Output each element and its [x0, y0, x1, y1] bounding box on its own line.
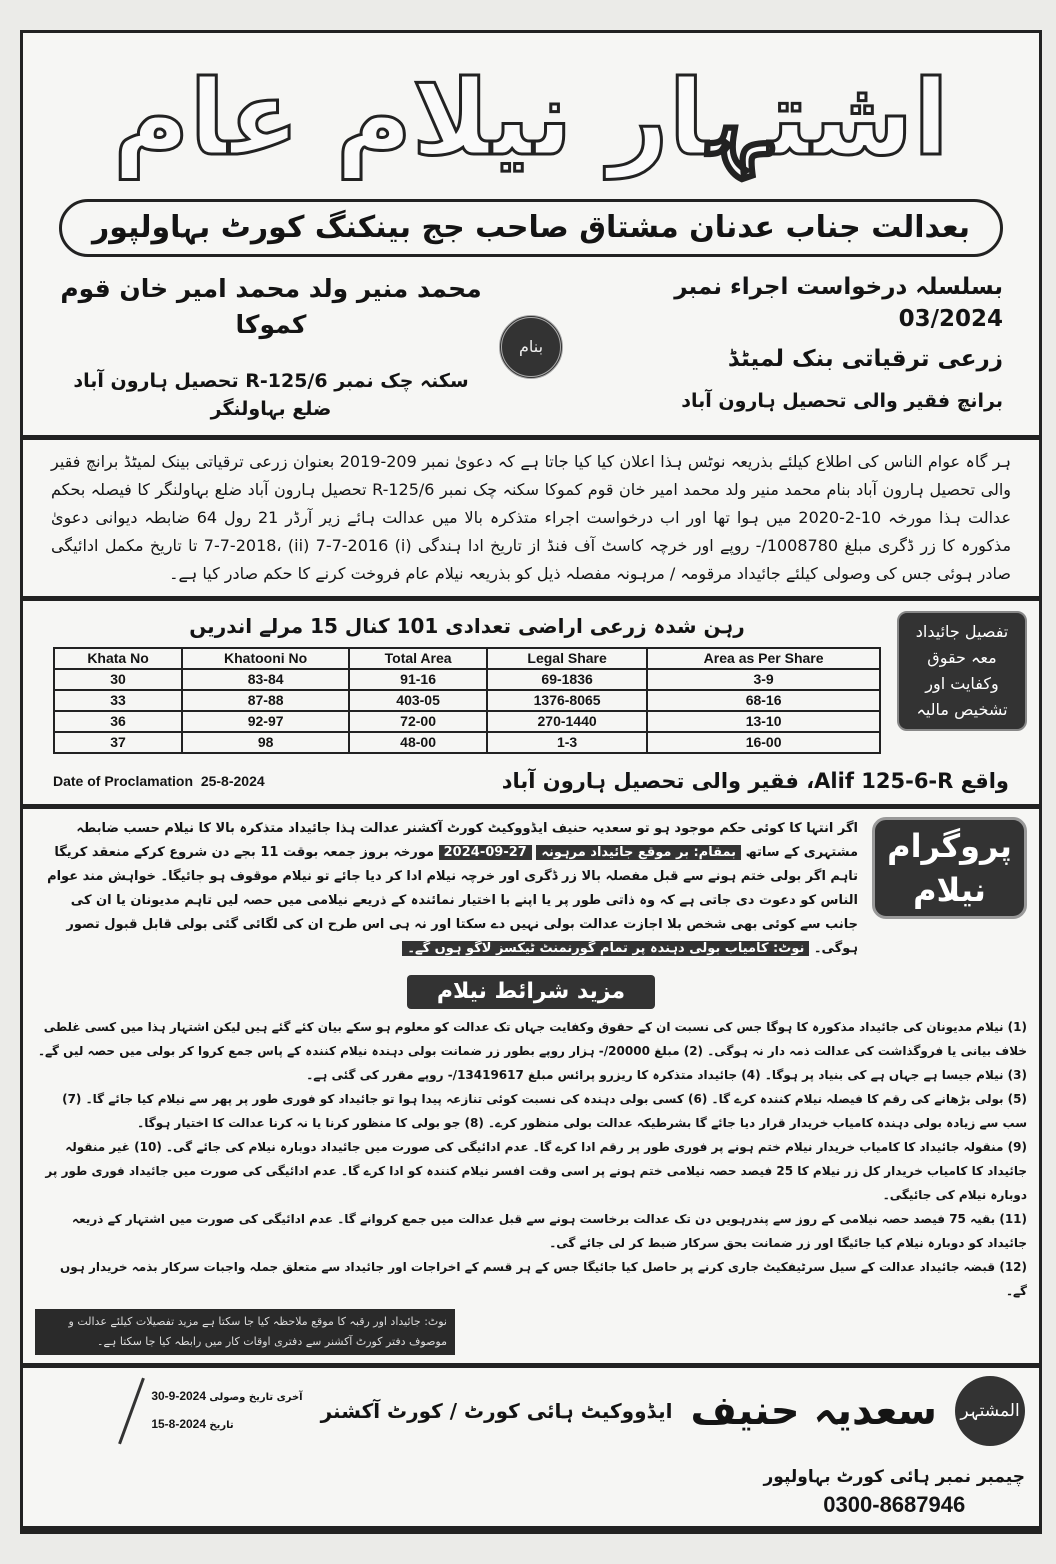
table-row [54, 711, 880, 732]
case-petitioner [579, 271, 1003, 423]
table-cell: 83-84 [182, 669, 349, 690]
program-line: اگر انتہا کا کوئی حکم موجود ہو تو سعدیہ حنیف ایڈووکیٹ کورٹ آکشنر عدالت ہذا جائیداد متذکرہ بالا کا نیلام حسب ضابطہ مشتہری کے ساتھ [76, 821, 858, 860]
phone-number: 0300-8687946 [823, 1492, 966, 1517]
table-row [54, 669, 880, 690]
col-header: Legal Share [487, 648, 647, 669]
defendant-name: محمد منیر ولد محمد امیر خان قوم کموکا [60, 274, 482, 339]
table-cell: 1376-8065 [487, 690, 647, 711]
table-cell: 16-00 [647, 732, 880, 753]
table-row [54, 732, 880, 753]
table-cell: 68-16 [647, 690, 880, 711]
table-cell: 3-9 [647, 669, 880, 690]
program-row [23, 809, 1039, 969]
petition-number: بسلسلہ درخواست اجراء نمبر 03/2024 [674, 274, 1003, 332]
term-item: (11) بقیہ 75 فیصد حصہ نیلامی کے روز سے پندرہویں دن تک عدالت برخاست ہونے سے قبل عدالت میں جمع کروانے گا۔ عدم ادائیگی کی صورت میں اشتہار کے ذریعہ جائیداد کو دوبارہ نیلام کیا جائیگا اور زر ضمانت بحق سرکار ضبط کر لی جائے گی۔ [72, 1212, 1027, 1250]
bank-branch: برانچ فقیر والی تحصیل ہارون آباد [681, 390, 1003, 412]
table-cell: 48-00 [349, 732, 487, 753]
notice-title: اشتہار نیلام عام [113, 57, 949, 179]
contact-note: نوٹ: جائیداد اور رقبہ کا موقع ملاحظہ کیا جا سکتا ہے مزید تفصیلات کیلئے عدالت و موصوف دفتر کورٹ آکشنر سے دفتری اوقات کار میں رابطہ کیا جا سکتا ہے۔ [35, 1309, 455, 1355]
location-row [23, 758, 1039, 804]
separator [118, 1378, 145, 1445]
col-header: Khatooni No [182, 648, 349, 669]
property-row [23, 601, 1039, 758]
last-date-label: آخری تاریخ وصولی [209, 1392, 303, 1403]
issue-date: 15-8-2024 [151, 1417, 207, 1431]
court-name: بعدالت جناب عدنان مشتاق صاحب جج بینکنگ کورٹ بہاولپور [59, 199, 1003, 257]
bank-name: زرعی ترقیاتی بنک لمیٹڈ [727, 346, 1003, 372]
proclamation-value: 25-8-2024 [200, 773, 265, 789]
table-cell: 87-88 [182, 690, 349, 711]
table-cell: 403-05 [349, 690, 487, 711]
program-line: مورخہ بروز جمعہ بوقت 11 بجے دن شروع کرکے منعقد کریگا تاہم اگر بولی ختم ہونے سے قبل مفصلہ بالا زر ڈگری اور خرچہ نیلام ادا کر دیا جائے تو نیلام موقوف ہو جائیگا۔ [54, 845, 858, 884]
property-details-label: تفصیل جائیداد معہ حقوق وکفایت اور تشخیص مالیہ [897, 611, 1027, 731]
last-date: 30-9-2024 [151, 1389, 207, 1403]
tax-note: نوٹ: کامیاب بولی دہندہ پر تمام گورنمنٹ ٹیکسز لاگو ہوں گے۔ [402, 941, 809, 956]
defendant-address: سکنہ چک نمبر R-125/6 تحصیل ہارون آباد ضلع بہاولنگر [73, 370, 469, 420]
term-item: (9) منقولہ جائیداد کا کامیاب خریدار نیلام ختم ہونے پر فوری طور پر رقم ادا کرے گا۔ عدم ادائیگی کی صورت میں جائیداد دوبارہ نیلام کی جائے گی۔ (10) غیر منقولہ جائیداد کا کامیاب خریدار کل زر نیلام کا 25 فیصد حصہ نیلامی ختم ہونے پر اسی وقت افسر نیلام کنندہ کو ادا کرے گا۔ عدم ادائیگی کی صورت میں جائیداد فوری طور پر دوبارہ نیلام کی جائیگی۔ [45, 1140, 1027, 1202]
table-cell: 37 [54, 732, 182, 753]
chamber-address: چیمبر نمبر ہائی کورٹ بہاولپور [763, 1467, 1025, 1487]
table-cell: 92-97 [182, 711, 349, 732]
property-title: رہن شدہ زرعی اراضی تعدادی 101 کنال 15 مرلے اندریں [189, 614, 745, 638]
auction-program [35, 817, 858, 961]
col-header: Khata No [54, 648, 182, 669]
issue-date-label: تاریخ [209, 1420, 234, 1431]
property-location: واقع Alif 125-6-R، فقیر والی تحصیل ہارون آباد [501, 769, 1009, 793]
table-row [54, 690, 880, 711]
table-cell: 1-3 [487, 732, 647, 753]
proclamation-date [53, 773, 265, 789]
table-cell: 33 [54, 690, 182, 711]
footer-dates [151, 1383, 302, 1439]
proclamation-label: Date of Proclamation [53, 773, 194, 789]
col-header: Total Area [349, 648, 487, 669]
table-cell: 69-1836 [487, 669, 647, 690]
table-cell: 13-10 [647, 711, 880, 732]
terms-heading: مزید شرائط نیلام [407, 975, 655, 1009]
notice-paragraph: ہر گاہ عوام الناس کی اطلاع کیلئے بذریعہ نوٹس ہذا اعلان کیا کیا جاتا ہے کہ دعویٰ نمبر 209-2019 بعنوان زرعی ترقیاتی بینک لمیٹڈ برانچ فقیر والی تحصیل ہارون آباد بنام محمد منیر ولد محمد امیر خان قوم کموکا سکنہ چک نمبر R-125/6 تحصیل ہارون آباد ضلع بہاولنگر کا فیصلہ بحکم عدالت ہذا مورخہ 10-2-2020 میں ہوا تھا اور اب درخواست اجراء متذکرہ بالا میں عدالت ہائے زیر آرڈر 21 رول 64 ضابطہ دیوانی دعویٰ مذکورہ کا زر ڈگری مبلغ 1008780/- روپے اور خرچہ کاسٹ آف فنڈ از تاریخ ادا ہندگی (i) 7-7-2018، (ii) 7-7-2016 تا تاریخ مکمل ادائیگی صادر ہوئی جس کی وصولی کیلئے جائیداد مرقومہ / مرہونہ مفصلہ ذیل کو بذریعہ نیلام عام فروخت کرنے کا حکم صادر کیا ہے۔ [51, 452, 1012, 583]
auction-program-label: پروگرام نیلام [872, 817, 1027, 919]
footer [23, 1368, 1039, 1526]
table-cell: 270-1440 [487, 711, 647, 732]
chamber-info [764, 1464, 1025, 1518]
table-cell: 72-00 [349, 711, 487, 732]
table-cell: 98 [182, 732, 349, 753]
divider [23, 1526, 1039, 1531]
col-header: Area as Per Share [647, 648, 880, 669]
term-item: (5) بولی بڑھانے کی رقم کا فیصلہ نیلام کنندہ کرے گا۔ (6) کسی بولی دہندہ کی نسبت کوئی تنازعہ پیدا ہوا تو جائیداد کو فوری طور پر پھر سے نیلام کیا جائے گا۔ (7) سب سے زیادہ بولی دہندہ کامیاب خریدار قرار دیا جائے گا بشرطیکہ عدالت بولی منظور کرے۔ (8) جو بولی کا منظور کرنا یا نہ کرنا عدالت کا اختیار ہوگا۔ [62, 1092, 1027, 1130]
case-defendant [59, 271, 483, 423]
table-cell: 30 [54, 669, 182, 690]
advertiser-seal: المشتہر [955, 1376, 1025, 1446]
program-line: خواہش مند عوام الناس کو دعوت دی جاتی ہے کہ وہ ذاتی طور پر یا اپنے با اختیار نمائندہ کے ذریعے نیلامی میں حصہ لیں تاہم مدیونان یا ان کی جانب سے کوئی بھی شخص بلا اجازت عدالت بولی نہیں دے سکتا اور نہ ہی اس طرح ان کی لگائی گئی بولی قابل قبول تصور ہوگی۔ [47, 869, 858, 956]
venue-tag: بمقام: بر موقع جائیداد مرہونہ [536, 845, 741, 860]
term-item: (1) نیلام مدیونان کی جائیداد مذکورہ کا ہوگا جس کی نسبت ان کے حقوق وکفایت جہاں تک عدالت کو معلوم ہو سکے بیان کئے گئے ہیں لیکن اشتہار ہذا میں کسی غلطی خلاف بیانی یا فروگذاشت کی عدالت ذمہ دار نہ ہوگی۔ (2) مبلغ 20000/- ہزار روپے بطور زر ضمانت بولی دہندہ نیلام کنندہ کے پاس جمع کروا کر بولی میں حصہ لیں گے۔ (3) نیلام جیسا ہے جہاں ہے کی بنیاد پر ہوگا۔ (4) جائیداد متذکرہ کا ریزرو پرائس مبلغ 13419617/- روپے مقرر کی گئی ہے۔ [37, 1020, 1027, 1082]
table-cell: 91-16 [349, 669, 487, 690]
property-section [53, 611, 881, 754]
auctioneer-name: سعدیہ حنیف [690, 1388, 937, 1434]
auction-date: 27-09-2024 [439, 845, 532, 860]
terms-list [23, 1015, 1039, 1303]
term-item: (12) قبضہ جائیداد عدالت کے سیل سرٹیفکیٹ جاری کرنے پر حاصل کیا جائیگا جس کے ہر قسم کے اخراجات اور جائیداد سے متعلق جملہ واجبات سرکار بذمہ خریدار ہوں گے۔ [60, 1260, 1027, 1298]
property-table [53, 647, 881, 754]
case-header [23, 257, 1039, 435]
table-cell: 36 [54, 711, 182, 732]
auction-notice [20, 30, 1042, 1534]
versus-seal: بنام [499, 315, 563, 379]
auctioneer-role: ایڈووکیٹ ہائی کورٹ / کورٹ آکشنر [320, 1399, 673, 1423]
